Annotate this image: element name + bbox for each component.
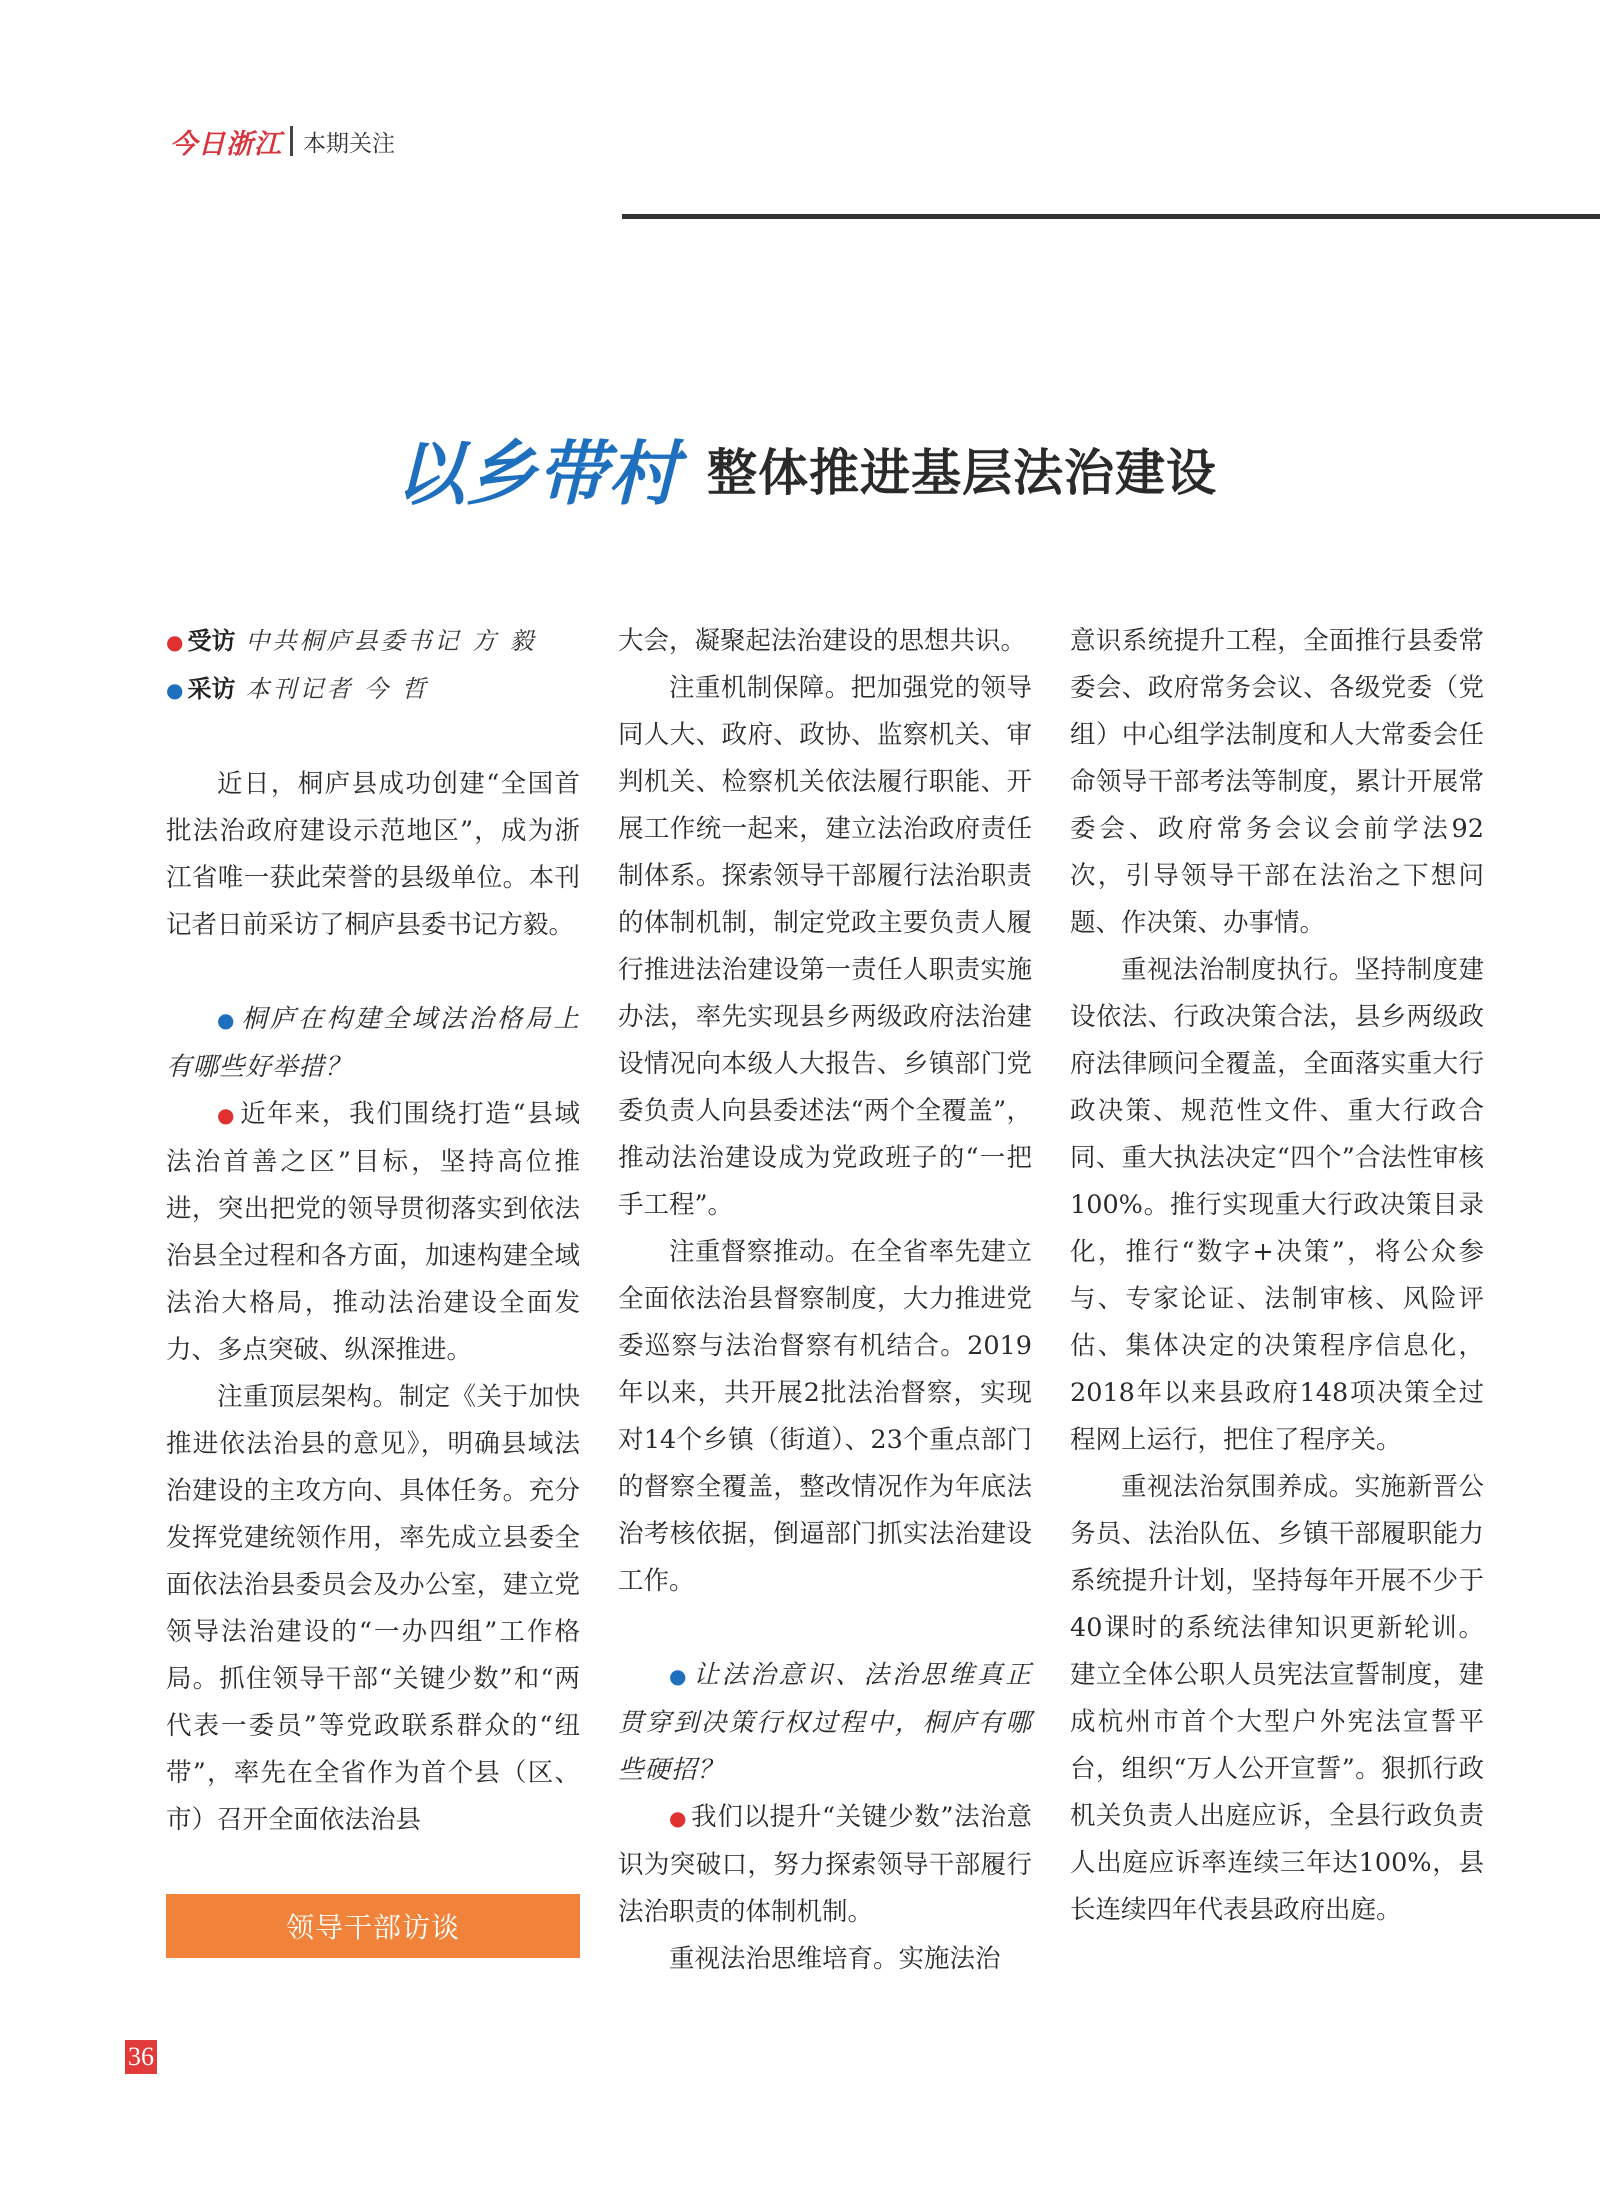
article-title [395, 418, 1217, 519]
answer-1 [166, 1091, 580, 1374]
column-2 [618, 618, 1032, 1983]
question-2 [618, 1652, 1032, 1794]
paragraph: 注重顶层架构。制定《关于加快推进依法治县的意见》，明确县域法治建设的主攻方向、具体任务。充分发挥党建统领作用，率先成立县委全面依法治县委员会及办公室，建立党领导法治建设的“一办四组”工作格局。抓住领导干部“关键少数”和“两代表一委员”等党政联系群众的“纽带”，率先在全省作为首个县（区、市）召开全面依法治县 [166, 1382, 580, 1835]
paragraph: 注重机制保障。把加强党的领导同人大、政府、政协、监察机关、审判机关、检察机关依法履行职能、开展工作统一起来，建立法治政府责任制体系。探索领导干部履行法治职责的体制机制，制定党政主要负责人履行推进法治建设第一责任人职责实施办法，率先实现县乡两级政府法治建设情况向本级人大报告、乡镇部门党委负责人向县委述法“两个全覆盖”，推动法治建设成为党政班子的“一把手工程”。 [618, 673, 1032, 1220]
paragraph: 大会，凝聚起法治建设的思想共识。 [618, 626, 1027, 656]
question-1 [166, 996, 580, 1091]
paragraph: 注重督察推动。在全省率先建立全面依法治县督察制度，大力推进党委巡察与法治督察有机结合。2019年以来，共开展2批法治督察，实现对14个乡镇（街道）、23个重点部门的督察全覆盖，整改情况作为年底法治考核依据，倒逼部门抓实法治建设工作。 [618, 1237, 1032, 1596]
intro-paragraph: 近日，桐庐县成功创建“全国首批法治政府建设示范地区”，成为浙江省唯一获此荣誉的县级单位。本刊记者日前采访了桐庐县委书记方毅。 [166, 769, 580, 940]
byline-interviewer [166, 666, 580, 714]
interviewee-name: 中共桐庐县委书记 方 毅 [245, 627, 537, 655]
paragraph: 重视法治氛围养成。实施新晋公务员、法治队伍、乡镇干部履职能力系统提升计划，坚持每年开展不少于40课时的系统法律知识更新轮训。建立全体公职人员宪法宣誓制度，建成杭州市首个大型户外宪法宣誓平台，组织“万人公开宣誓”。狠抓行政机关负责人出庭应诉，全县行政负责人出庭应诉率连续三年达100%，县长连续四年代表县政府出庭。 [1070, 1472, 1484, 1925]
top-rule [622, 214, 1600, 219]
answer-2-text: 我们以提升“关键少数”法治意识为突破口，努力探索领导干部履行法治职责的体制机制。 [618, 1802, 1033, 1927]
title-main: 以乡带村 [395, 433, 679, 515]
column-1 [166, 618, 580, 1844]
header-divider [290, 126, 293, 156]
answer-2 [618, 1794, 1032, 1936]
page-number: 36 [125, 2040, 157, 2074]
byline-interviewee [166, 618, 580, 666]
interviewer-label: ● 采访 [166, 675, 235, 703]
question-2-text: 让法治意识、法治思维真正贯穿到决策行权过程中，桐庐有哪些硬招？ [618, 1660, 1032, 1785]
column-3 [1070, 618, 1484, 1934]
paragraph: 重视法治制度执行。坚持制度建设依法、行政决策合法，县乡两级政府法律顾问全覆盖，全面落实重大行政决策、规范性文件、重大行政合同、重大执法决定“四个”合法性审核100%。推行实现重大行政决策目录化，推行“数字+决策”，将公众参与、专家论证、法制审核、风险评估、集体决定的决策程序信息化，2018年以来县政府148项决策全过程网上运行，把住了程序关。 [1070, 955, 1484, 1455]
magazine-logo: 今日浙江 [170, 128, 282, 160]
interviewee-label: ● 受访 [166, 627, 235, 655]
section-label: 本期关注 [303, 130, 395, 157]
column-label-box: 领导干部访谈 [166, 1894, 580, 1958]
page-header [170, 124, 395, 158]
answer-1-text: 近年来，我们围绕打造“县域法治首善之区”目标，坚持高位推进，突出把党的领导贯彻落实到依法治县全过程和各方面，加速构建全域法治大格局，推动法治建设全面发力、多点突破、纵深推进。 [166, 1099, 580, 1365]
title-sub: 整体推进基层法治建设 [707, 442, 1217, 502]
paragraph: 意识系统提升工程，全面推行县委常委会、政府常务会议、各级党委（党组）中心组学法制度和人大常委会任命领导干部考法等制度，累计开展常委会、政府常务会议会前学法92次，引导领导干部在法治之下想问题、作决策、办事情。 [1070, 626, 1484, 938]
paragraph: 重视法治思维培育。实施法治 [669, 1944, 1001, 1974]
question-1-text: 桐庐在构建全域法治格局上有哪些好举措？ [166, 1004, 580, 1082]
interviewer-name: 本刊记者 今 哲 [245, 675, 429, 703]
